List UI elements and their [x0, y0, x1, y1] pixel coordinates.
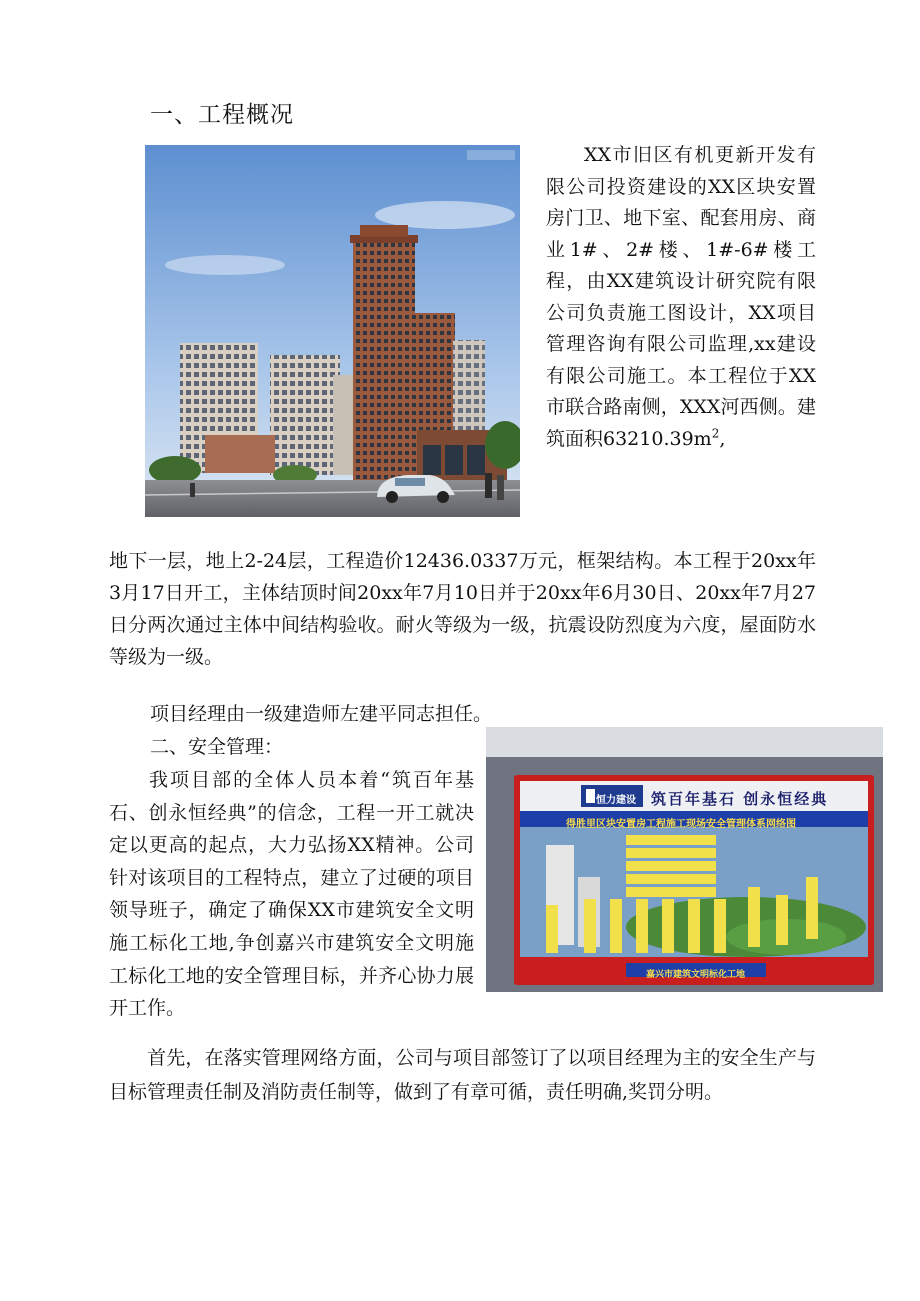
board-title-text: 得胜里区块安置房工程施工现场安全管理体系网络图: [566, 819, 796, 830]
area-unit-superscript: 2: [711, 426, 720, 441]
board-brand-text: 恒力建设: [596, 795, 636, 806]
overview-intro-text: XX市旧区有机更新开发有限公司投资建设的XX区块安置房门卫、地下室、配套用房、商业1#、2#楼、1#-6#楼工程，由XX建筑设计研究院有限公司负责施工图设计，XX项目管理咨询有限公司监理,xx建设有限公司施工。本工程位于XX市联合路南侧，XXX河西侧。建筑面积63210.39m: [546, 144, 816, 450]
section-heading-overview: 一、工程概况: [150, 102, 294, 128]
section-heading-safety: 二、安全管理：: [150, 736, 284, 758]
management-network-paragraph: [109, 1041, 816, 1109]
management-network-text: 首先，在落实管理网络方面，公司与项目部签订了以项目经理为主的安全生产与目标管理责任制及消防责任制等，做到了有章可循，责任明确,奖罚分明。: [109, 1047, 816, 1103]
overview-intro-paragraph: [546, 140, 816, 455]
board-bottom-text: 嘉兴市建筑文明标化工地: [646, 970, 746, 980]
board-slogan-text: 筑百年基石 创永恒经典: [651, 790, 829, 808]
project-manager-paragraph: 项目经理由一级建造师左建平同志担任。: [150, 703, 493, 725]
overview-intro-end: ,: [719, 427, 726, 450]
safety-system-board-image: [486, 727, 883, 992]
safety-belief-paragraph: [109, 764, 474, 1025]
safety-belief-text: 我项目部的全体人员本着“筑百年基石、创永恒经典”的信念，工程一开工就决定以更高的起点，大力弘扬XX精神。公司针对该项目的工程特点，建立了过硬的项目领导班子，确定了确保XX市建筑安全文明施工标化工地,争创嘉兴市建筑安全文明施工标化工地的安全管理目标，并齐心协力展开工作。: [109, 769, 474, 1020]
building-rendering-image: [145, 145, 520, 517]
overview-continuation-paragraph: 地下一层，地上2-24层，工程造价12436.0337万元，框架结构。本工程于20xx年3月17日开工，主体结顶时间20xx年7月10日并于20xx年6月30日、20xx年7月27日分两次通过主体中间结构验收。耐火等级为一级，抗震设防烈度为六度，屋面防水等级为一级。: [109, 550, 816, 668]
